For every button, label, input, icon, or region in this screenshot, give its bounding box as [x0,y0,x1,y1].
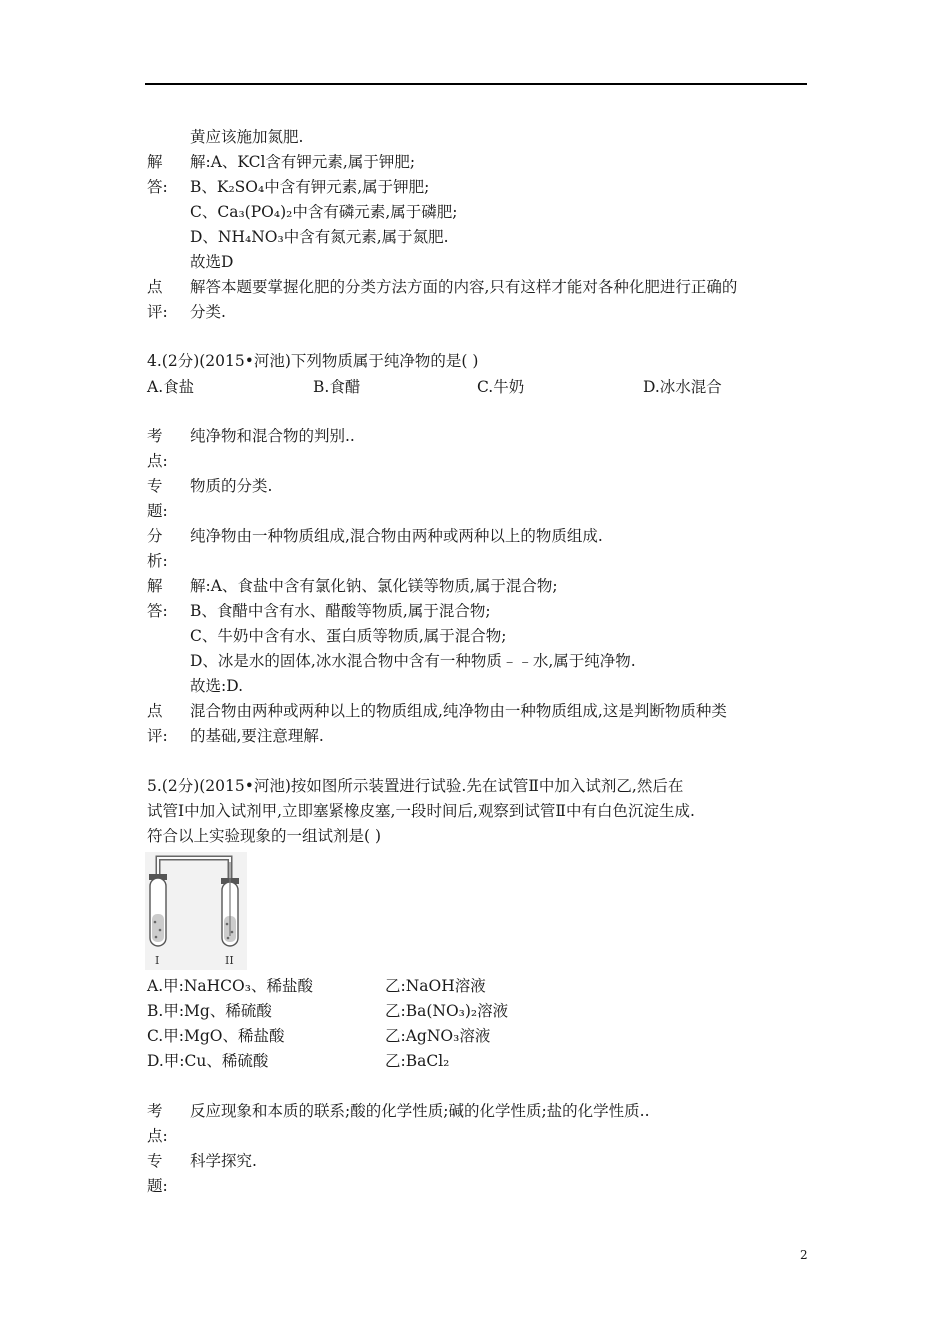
label-kao: 考 [147,1102,163,1120]
label-dian: 点 [147,278,163,296]
label-dian2: 点: [147,1127,168,1145]
question-5-stem: 试管Ⅰ中加入试剂甲,立即塞紧橡皮塞,一段时间后,观察到试管Ⅱ中有白色沉淀生成. [147,802,695,820]
answer-line: 故选:D. [190,677,244,695]
tube-label-2: II [225,954,234,967]
answer-line: C、Ca₃(PO₄)₂中含有磷元素,属于磷肥; [190,203,458,221]
test-tubes-diagram [145,852,247,970]
option-c: C.牛奶 [477,378,525,396]
label-xi: 析: [147,552,168,570]
apparatus-figure [145,852,247,970]
prev-line: 黄应该施加氮肥. [190,128,304,146]
kaodian-text: 反应现象和本质的联系;酸的化学性质;碱的化学性质;盐的化学性质.. [190,1102,650,1120]
option-d: D.冰水混合 [643,378,722,396]
label-kao: 考 [147,427,163,445]
label-fen: 分 [147,527,163,545]
label-ti: 题: [147,502,168,520]
question-5-stem: 5.(2分)(2015•河池)按如图所示装置进行试验.先在试管Ⅱ中加入试剂乙,然后在 [147,777,684,795]
label-jie: 解 [147,153,163,171]
zhuanti-text: 物质的分类. [190,477,273,495]
option-a-yi: 乙:NaOH溶液 [385,977,486,995]
label-da: 答: [147,602,168,620]
answer-line: 解:A、食盐中含有氯化钠、氯化镁等物质,属于混合物; [190,577,558,595]
tube-label-1: I [155,954,160,967]
label-dian: 点 [147,702,163,720]
option-c-yi: 乙:AgNO₃溶液 [385,1027,491,1045]
answer-line: B、K₂SO₄中含有钾元素,属于钾肥; [190,178,430,196]
comment-line: 混合物由两种或两种以上的物质组成,纯净物由一种物质组成,这是判断物质种类 [190,702,727,720]
answer-line: 解:A、KCl含有钾元素,属于钾肥; [190,153,416,171]
question-5-stem: 符合以上实验现象的一组试剂是( ) [147,827,382,845]
answer-line: D、冰是水的固体,冰水混合物中含有一种物质﹣﹣水,属于纯净物. [190,652,636,670]
answer-line: C、牛奶中含有水、蛋白质等物质,属于混合物; [190,627,507,645]
label-zhuan: 专 [147,477,163,495]
answer-line: D、NH₄NO₃中含有氮元素,属于氮肥. [190,228,449,246]
answer-line: B、食醋中含有水、醋酸等物质,属于混合物; [190,602,491,620]
label-jie: 解 [147,577,163,595]
zhuanti-text: 科学探究. [190,1152,257,1170]
option-d: D.甲:Cu、稀硫酸 [147,1052,269,1070]
label-ti: 题: [147,1177,168,1195]
question-4-stem: 4.(2分)(2015•河池)下列物质属于纯净物的是( ) [147,352,479,370]
kaodian-text: 纯净物和混合物的判别.. [190,427,355,445]
option-b-yi: 乙:Ba(NO₃)₂溶液 [385,1002,509,1020]
label-ping: 评: [147,727,168,745]
option-d-yi: 乙:BaCl₂ [385,1052,450,1070]
comment-line: 解答本题要掌握化肥的分类方法方面的内容,只有这样才能对各种化肥进行正确的 [190,278,738,296]
label-ping: 评: [147,303,168,321]
comment-line: 分类. [190,303,226,321]
option-b: B.食醋 [313,378,361,396]
label-da: 答: [147,178,168,196]
option-c: C.甲:MgO、稀盐酸 [147,1027,285,1045]
option-a: A.甲:NaHCO₃、稀盐酸 [147,977,313,995]
option-a: A.食盐 [147,378,195,396]
page-number: 2 [800,1248,808,1262]
label-dian2: 点: [147,452,168,470]
header-rule [145,83,807,85]
fenxi-text: 纯净物由一种物质组成,混合物由两种或两种以上的物质组成. [190,527,603,545]
label-zhuan: 专 [147,1152,163,1170]
option-b: B.甲:Mg、稀硫酸 [147,1002,272,1020]
answer-line: 故选D [190,253,234,271]
comment-line: 的基础,要注意理解. [190,727,324,745]
